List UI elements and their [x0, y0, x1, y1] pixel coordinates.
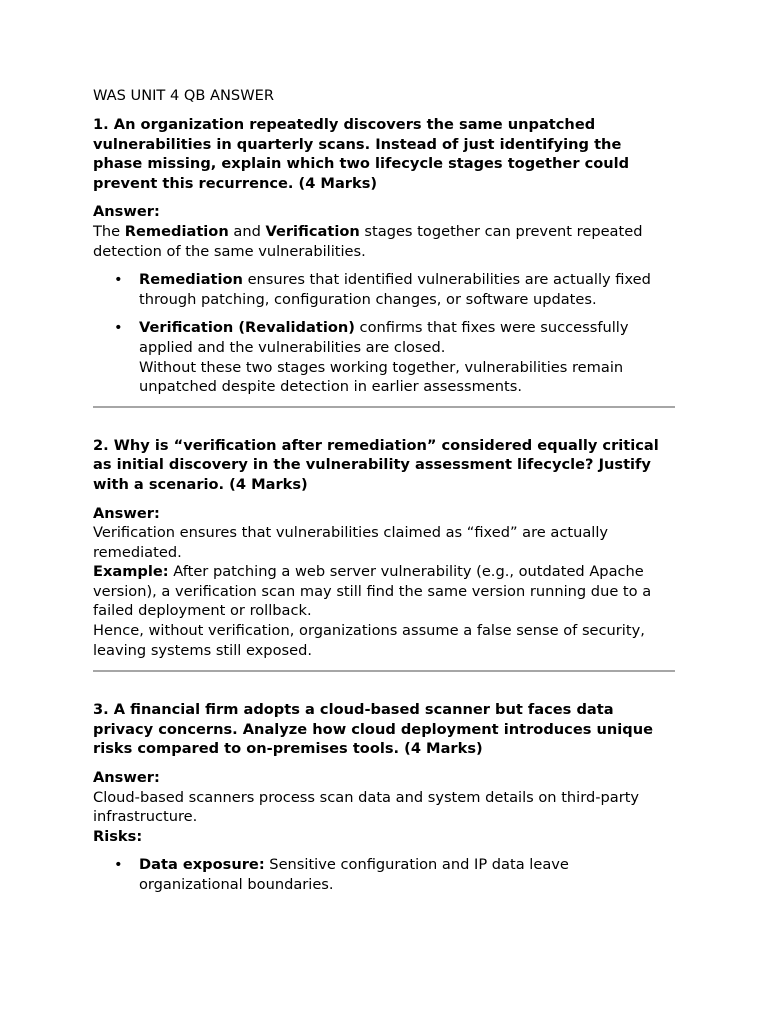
- question-1-section: [93, 115, 675, 397]
- question-3-bullet-list: [93, 855, 675, 894]
- bullet-text: confirms that fixes were successfully applied and the vulnerabilities are closed.: [139, 319, 629, 356]
- bullet-icon: •: [114, 319, 123, 337]
- question-3-section: [93, 700, 675, 894]
- question-2-heading: 2. Why is “verification after remediation” considered equally critical as initial discovery in the vulnerability assessment lifecycle? Justify with a scenario. (4 Marks): [93, 436, 659, 493]
- question-1-intro: [93, 222, 675, 261]
- bullet-text: ensures that identified vulnerabilities are actually fixed through patching, configuration changes, or software updates.: [139, 271, 651, 308]
- question-1-heading: 1. An organization repeatedly discovers the same unpatched vulnerabilities in quarterly scans. Instead of just identifying the phase missing, explain which two lifecycle stages together could prevent this recurrence. (4 Marks): [93, 116, 630, 192]
- question-1-answer-label: Answer:: [93, 203, 160, 221]
- question-2-example: [93, 562, 675, 621]
- question-2-conclusion: Hence, without verification, organizations assume a false sense of security, leaving systems still exposed.: [93, 622, 645, 659]
- question-3-heading: 3. A financial firm adopts a cloud-based scanner but faces data privacy concerns. Analyze how cloud deployment introduces unique risks compared to on-premises tools. (4 Marks): [93, 701, 653, 758]
- example-text: After patching a web server vulnerability (e.g., outdated Apache version), a verification scan may still find the same version running due to a failed deployment or rollback.: [93, 563, 652, 620]
- list-item: [93, 855, 675, 894]
- intro-text: stages together can prevent repeated detection of the same vulnerabilities.: [93, 222, 643, 260]
- question-2-line-1: Verification ensures that vulnerabilities claimed as “fixed” are actually remediated.: [93, 524, 609, 561]
- intro-text: and: [228, 222, 266, 240]
- question-3-line-1: Cloud-based scanners process scan data and system details on third-party infrastructure.: [93, 788, 640, 826]
- list-item: [93, 318, 675, 396]
- section-divider: [93, 670, 675, 672]
- question-3-risks-label: Risks:: [93, 827, 143, 845]
- question-3-answer-label: Answer:: [93, 769, 160, 787]
- intro-text: The: [93, 222, 125, 240]
- bullet-extra-text: Without these two stages working together, vulnerabilities remain unpatched despite detection in earlier assessments.: [139, 358, 624, 396]
- document-title: WAS UNIT 4 QB ANSWER: [93, 87, 274, 104]
- example-label: Example:: [93, 563, 169, 581]
- list-item: [93, 270, 675, 309]
- bullet-bold-term: Data exposure:: [139, 856, 265, 874]
- bullet-icon: •: [114, 856, 123, 874]
- intro-bold-verification: Verification: [265, 222, 360, 240]
- document-page: [93, 86, 675, 904]
- question-2-section: [93, 436, 675, 661]
- bullet-text: Sensitive configuration and IP data leave organizational boundaries.: [139, 856, 569, 893]
- bullet-icon: •: [114, 271, 123, 289]
- bullet-bold-term: Remediation: [139, 271, 243, 289]
- section-divider: [93, 406, 675, 408]
- question-2-answer-label: Answer:: [93, 504, 160, 522]
- question-1-bullet-list: [93, 270, 675, 397]
- intro-bold-remediation: Remediation: [124, 222, 229, 240]
- bullet-bold-term: Verification (Revalidation): [139, 319, 355, 337]
